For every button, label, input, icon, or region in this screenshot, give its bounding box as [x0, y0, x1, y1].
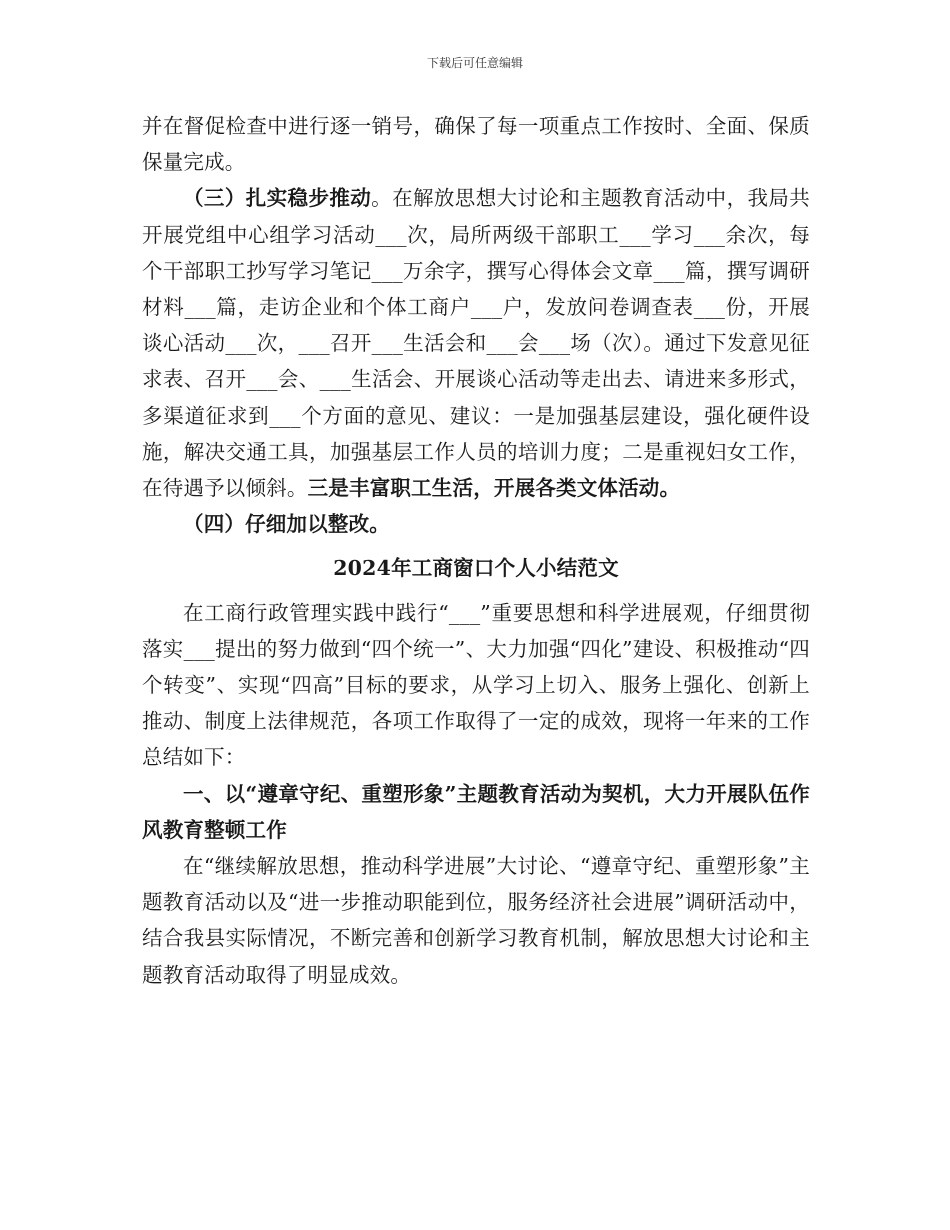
- section-four-heading: （四）仔细加以整改。: [183, 512, 390, 537]
- page-header: 下载后可任意编辑: [426, 56, 523, 70]
- document-body: [142, 108, 810, 993]
- paragraph-intro: 在工商行政管理实践中践行“___”重要思想和科学进展观，仔细贯彻落实___提出的努力做到“四个统一”、大力加强“四化”建设、积极推动“四个转变”、实现“四高”目标的要求，从学习上切入、服务上强化、创新上推动、制度上法律规范，各项工作取得了一定的成效，现将一年来的工作总结如下：: [142, 600, 810, 770]
- document-title: 2024年工商窗口个人小结范文: [333, 556, 619, 581]
- section-three-tail: 三是丰富职工生活，开展各类文体活动。: [307, 476, 681, 501]
- paragraph-section-one: 在“继续解放思想，推动科学进展”大讨论、“遵章守纪、重塑形象”主题教育活动以及“进一步推动职能到位，服务经济社会进展”调研活动中，结合我县实际情况，不断完善和创新学习教育机制，解放思想大讨论和主题教育活动取得了明显成效。: [142, 854, 810, 987]
- section-three-body: 。在解放思想大讨论和主题教育活动中，我局共开展党组中心组学习活动___次，局所两级干部职工___学习___余次，每个干部职工抄写学习笔记___万余字，撰写心得体会文章___篇，撰写调研材料___篇，走访企业和个体工商户___户，发放问卷调查表___份，开展谈心活动___次，___召开___生活会和___会___场（次）。通过下发意见征求表、召开___会、___生活会、开展谈心活动等走出去、请进来多形式，多渠道征求到___个方面的意见、建议：一是加强基层建设，强化硬件设施，解决交通工具，加强基层工作人员的培训力度；二是重视妇女工作，在待遇予以倾斜。: [142, 186, 810, 501]
- paragraph-continuation: 并在督促检查中进行逐一销号，确保了每一项重点工作按时、全面、保质保量完成。: [142, 114, 810, 175]
- paragraph-section-three: [142, 180, 810, 506]
- section-one-heading: 一、以“遵章守纪、重塑形象”主题教育活动为契机，大力开展队伍作风教育整顿工作: [142, 781, 810, 842]
- section-three-heading: （三）扎实稳步推动: [183, 186, 372, 211]
